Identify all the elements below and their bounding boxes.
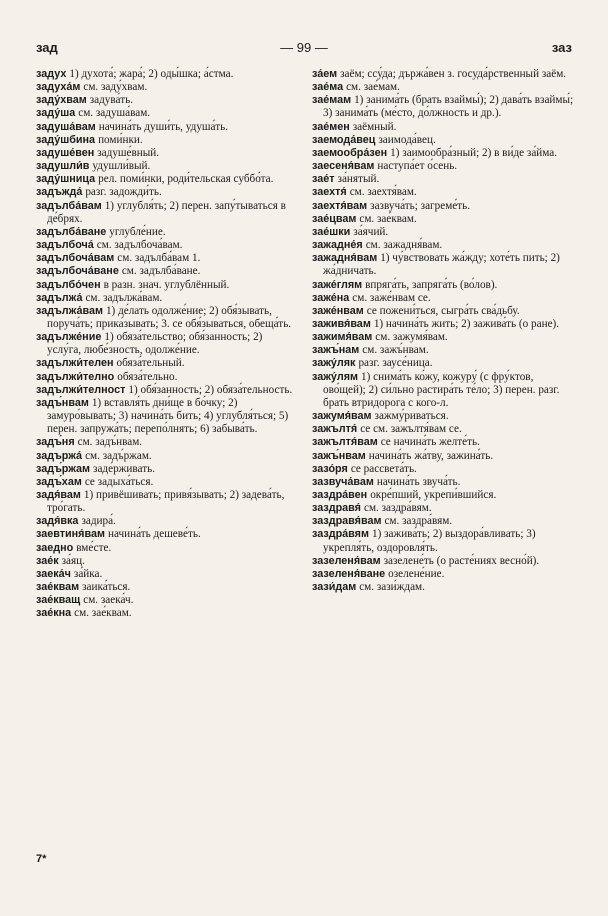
dictionary-entry — [36, 81, 294, 94]
entry-headword: заехтя́вам — [312, 199, 368, 212]
entry-definition: см. заека́ч. — [83, 594, 134, 607]
entry-definition: се задыха́ться. — [84, 475, 154, 488]
entry-headword: зае́квам — [36, 581, 80, 594]
dictionary-entry — [312, 331, 574, 344]
entry-definition: за́яц. — [61, 554, 85, 567]
dictionary-entry — [312, 68, 574, 81]
entry-definition: се рассвета́ть. — [350, 462, 417, 475]
header-right-word: заз — [551, 40, 572, 55]
entry-headword: заемода́вец — [312, 133, 376, 146]
dictionary-entry — [312, 357, 574, 370]
entry-definition: 1) вставля́ть дни́ще в бо́чку; 2) замуро́вывать; 3) начина́ть бить; 4) углубля́ться; 5) перен. запружа́ть; перепо́лнять; 6) забыва́ть. — [47, 396, 289, 436]
entry-headword: зажъ́нвам — [312, 449, 366, 462]
dictionary-entry — [36, 450, 294, 463]
entry-headword: зажадне́я — [312, 239, 363, 252]
entry-definition: за́йка. — [73, 567, 103, 580]
entry-headword: зае́к — [36, 554, 59, 567]
entry-definition: задира́. — [81, 515, 116, 528]
entry-definition: см. зае́квам. — [359, 212, 417, 225]
entry-headword: заду́хвам — [36, 94, 87, 107]
entry-headword: задуше́вен — [36, 146, 95, 159]
entry-headword: заека́ч — [36, 567, 71, 580]
dictionary-entry — [36, 397, 294, 436]
entry-definition: начина́ть звуча́ть. — [376, 475, 461, 488]
entry-definition: 1) заимообра́зный; 2) в ви́де за́йма. — [390, 146, 558, 159]
dictionary-entry — [36, 305, 294, 331]
entry-definition: 1) зажива́ть; 2) выздора́вливать; 3) укрепля́ть, оздоровля́ть. — [323, 528, 536, 554]
dictionary-entry — [36, 555, 294, 568]
entry-definition: см. зажумя́вам. — [375, 331, 448, 344]
entry-headword: задъ́ржам — [36, 462, 91, 475]
entry-definition: заёмный. — [352, 120, 397, 133]
running-head — [36, 40, 572, 60]
entry-definition: зазвуча́ть; загреме́ть. — [370, 199, 471, 212]
dictionary-entry — [36, 173, 294, 186]
entry-definition: задуше́вный. — [97, 146, 160, 159]
entry-headword: задълба́вам — [36, 199, 102, 212]
header-left-word: зад — [36, 40, 58, 55]
dictionary-entry — [36, 515, 294, 528]
entry-definition: заимода́вец. — [378, 133, 436, 146]
entry-definition: 1) обя́занность; 2) обяза́тельность. — [128, 383, 293, 396]
entry-headword: зае́мам — [312, 94, 352, 107]
entry-headword: задълбоча́ване — [36, 265, 119, 278]
entry-definition: удушли́вый. — [92, 160, 151, 173]
entry-definition: см. задълба́вам 1. — [117, 252, 201, 265]
dictionary-entry — [312, 463, 574, 476]
entry-headword: задуша́вам — [36, 120, 96, 133]
dictionary-entry — [36, 463, 294, 476]
entry-headword: задължа́ — [36, 291, 83, 304]
entry-headword: зажумя́вам — [312, 410, 372, 423]
entry-headword: заздравя́ — [312, 502, 361, 515]
entry-definition: 1) начина́ть жить; 2) зажива́ть (о ране). — [373, 317, 560, 330]
dictionary-entry — [36, 292, 294, 305]
entry-definition: 1) привёшивать; привя́зывать; 2) задева́ть, тро́гать. — [47, 489, 285, 515]
entry-headword: заздра́вям — [312, 528, 369, 541]
entry-definition: вме́сте. — [76, 541, 112, 554]
dictionary-entry — [36, 542, 294, 555]
dictionary-entry — [36, 489, 294, 515]
entry-definition: 1) чу́вствовать жа́жду; хоте́ть пить; 2) жа́дничать. — [323, 252, 560, 278]
entry-headword: задълба́ване — [36, 225, 107, 238]
dictionary-entry — [36, 147, 294, 160]
entry-headword: зажадня́вам — [312, 252, 378, 265]
entry-definition: впряга́ть, запряга́ть (во́лов). — [365, 278, 498, 291]
dictionary-entry — [312, 450, 574, 463]
entry-definition: в разн. знач. углублённый. — [103, 278, 230, 291]
entry-definition: см. зае́квам. — [74, 607, 132, 620]
entry-definition: разг. заусе́ница. — [358, 357, 433, 370]
dictionary-entry — [36, 160, 294, 173]
entry-headword: задух — [36, 68, 67, 80]
dictionary-entry — [312, 305, 574, 318]
dictionary-entry — [36, 331, 294, 357]
entry-headword: задълбоча́ — [36, 239, 94, 252]
entry-definition: зажму́риваться. — [374, 410, 449, 423]
dictionary-entry — [36, 121, 294, 134]
dictionary-entry — [36, 607, 294, 620]
dictionary-entry — [312, 186, 574, 199]
entry-definition: за́ячий. — [353, 225, 389, 238]
dictionary-entry — [312, 476, 574, 489]
entry-definition: окре́пший, укрепи́вшийся. — [370, 489, 497, 501]
entry-definition: заде́рживать. — [93, 462, 155, 475]
entry-headword: зае́кна — [36, 607, 72, 620]
entry-headword: задължи́телен — [36, 357, 114, 370]
dictionary-entry — [312, 410, 574, 423]
dictionary-entry — [312, 200, 574, 213]
entry-headword: заздра́вен — [312, 489, 368, 501]
entry-definition: начина́ть дешеве́ть. — [107, 528, 201, 541]
entry-definition: см. зажадня́вам. — [365, 239, 443, 252]
dictionary-entry — [36, 279, 294, 292]
entry-headword: зазо́ря — [312, 462, 348, 475]
dictionary-entry — [312, 239, 574, 252]
entry-headword: задя́вка — [36, 515, 79, 528]
entry-definition: см. задъ́нвам. — [77, 436, 143, 449]
dictionary-entry — [36, 357, 294, 370]
entry-headword: заду́шбина — [36, 133, 96, 146]
entry-headword: зажълтя́вам — [312, 436, 378, 449]
entry-definition: озелене́ние. — [388, 567, 445, 580]
entry-definition: 1) снима́ть ко́жу, кожуру́ (с фру́ктов, ово́щей); 2) си́льно растира́ть те́ло; 3) перен. разг. брать втридорога с кого-л. — [323, 370, 560, 409]
dictionary-entry — [36, 200, 294, 226]
entry-headword: заедно — [36, 541, 74, 554]
dictionary-entry — [312, 318, 574, 331]
entry-definition: 1) обяза́тельство; обя́занность; 2) услу́га, любе́зность, одолже́ние. — [47, 331, 263, 357]
entry-headword: задъжда́ — [36, 186, 83, 199]
entry-headword: задължи́телно — [36, 370, 115, 383]
entry-headword: заду́шница — [36, 173, 96, 186]
entry-headword: заду́ша — [36, 107, 76, 120]
dictionary-entry — [36, 94, 294, 107]
entry-definition: см. задълба́ване. — [121, 265, 201, 278]
entry-headword: зажимя́вам — [312, 331, 373, 344]
entry-definition: см. задължа́вам. — [85, 291, 163, 304]
entry-headword: зае́ма — [312, 81, 344, 94]
dictionary-entry — [312, 371, 574, 410]
entry-headword: зазвуча́вам — [312, 475, 374, 488]
entry-definition: рел. поми́нки, роди́тельская суббо́та. — [98, 173, 274, 186]
entry-definition: см. заже́нвам се. — [352, 291, 431, 304]
entry-headword: задя́вам — [36, 489, 81, 501]
dictionary-entry — [36, 134, 294, 147]
entry-headword: задържа́ — [36, 449, 83, 462]
entry-definition: се пожени́ться, сыгра́ть сва́дьбу. — [366, 304, 520, 317]
entry-definition: см. задълбоча́вам. — [96, 239, 183, 252]
right-column — [312, 68, 574, 594]
dictionary-entry — [312, 121, 574, 134]
dictionary-entry — [312, 147, 574, 160]
dictionary-entry — [36, 568, 294, 581]
entry-headword: зае́шки — [312, 225, 351, 238]
entry-definition: начина́ть души́ть, удуша́ть. — [98, 120, 229, 133]
entry-definition: 1) де́лать одолже́ние; 2) обя́зывать, поруча́ть; прика́зывать; 3. се обя́зываться, обеща́ть. — [47, 304, 292, 330]
entry-definition: обяза́тельно. — [117, 370, 178, 383]
entry-headword: заесеня́вам — [312, 160, 375, 173]
entry-headword: задълбоча́вам — [36, 252, 115, 265]
dictionary-entry — [36, 107, 294, 120]
entry-headword: заже́глям — [312, 278, 363, 291]
dictionary-entry — [312, 292, 574, 305]
entry-headword: задължи́телност — [36, 383, 126, 396]
dictionary-entry — [312, 94, 574, 120]
entry-headword: зазеленя́ване — [312, 567, 386, 580]
entry-headword: заздравя́вам — [312, 515, 382, 528]
entry-definition: наступа́ет о́сень. — [377, 160, 458, 173]
dictionary-entry — [36, 528, 294, 541]
entry-headword: зае́кващ — [36, 594, 81, 607]
entry-definition: за́нятый. — [337, 173, 380, 186]
entry-definition: см. заздра́вям. — [363, 502, 432, 515]
dictionary-entry — [312, 515, 574, 528]
entry-definition: разг. задожди́ть. — [85, 186, 162, 199]
entry-headword: заживя́вам — [312, 317, 371, 330]
dictionary-entry — [312, 344, 574, 357]
left-column — [36, 68, 294, 621]
entry-headword: зажъ́нам — [312, 344, 360, 357]
dictionary-entry — [312, 528, 574, 554]
dictionary-entry — [36, 436, 294, 449]
entry-headword: зае́мен — [312, 120, 350, 133]
entry-headword: зае́т — [312, 173, 335, 186]
dictionary-entry — [312, 173, 574, 186]
dictionary-entry — [36, 186, 294, 199]
dictionary-entry — [312, 581, 574, 594]
entry-definition: см. заздра́вям. — [384, 515, 453, 528]
dictionary-entry — [312, 423, 574, 436]
entry-definition: поми́нки. — [98, 133, 143, 146]
dictionary-entry — [36, 226, 294, 239]
entry-definition: см. зази́ждам. — [359, 581, 425, 594]
dictionary-entry — [36, 265, 294, 278]
dictionary-entry — [312, 555, 574, 568]
entry-definition: 1) углубля́ть; 2) перен. запу́тываться в де́брях. — [47, 199, 286, 225]
dictionary-entry — [312, 81, 574, 94]
entry-headword: за́ем — [312, 68, 338, 80]
entry-definition: обяза́тельный. — [116, 357, 185, 370]
entry-definition: заём; ссу́да; държа́вен з. госуда́рственный заём. — [340, 68, 567, 80]
entry-headword: зазеленя́вам — [312, 554, 381, 567]
entry-headword: задъ́хам — [36, 475, 82, 488]
entry-definition: см. заду́хвам. — [83, 81, 148, 94]
entry-headword: зае́цвам — [312, 212, 357, 225]
dictionary-entry — [312, 279, 574, 292]
dictionary-entry — [312, 436, 574, 449]
entry-definition: см. зажъ́нвам. — [362, 344, 429, 357]
dictionary-entry — [36, 252, 294, 265]
entry-definition: см. задуша́вам. — [78, 107, 151, 120]
entry-definition: се см. зажълтя́вам се. — [360, 423, 462, 436]
dictionary-entry — [36, 581, 294, 594]
entry-definition: 1) занима́ть (брать взаймы́); 2) дава́ть взаймы́; 3) занима́ть (ме́сто, до́лжность и др.). — [323, 94, 574, 120]
dictionary-entry — [312, 252, 574, 278]
entry-definition: углубле́ние. — [109, 225, 166, 238]
dictionary-entry — [36, 239, 294, 252]
entry-definition: зазелене́ть (о расте́ниях весно́й). — [383, 554, 540, 567]
dictionary-entry — [36, 594, 294, 607]
entry-headword: заже́нвам — [312, 304, 364, 317]
entry-headword: зажу́ляк — [312, 357, 356, 370]
entry-definition: см. заехтя́вам. — [349, 186, 417, 199]
page-number: — 99 — — [280, 40, 328, 55]
dictionary-entry — [36, 476, 294, 489]
entry-definition: заика́ться. — [82, 581, 131, 594]
entry-headword: зажълтя́ — [312, 423, 358, 436]
signature-mark: 7* — [36, 853, 47, 865]
entry-headword: задъ́ня — [36, 436, 75, 449]
entry-headword: задушли́в — [36, 160, 90, 173]
entry-headword: заехтя́ — [312, 186, 347, 199]
entry-headword: зажу́лям — [312, 370, 359, 383]
dictionary-entry — [312, 502, 574, 515]
dictionary-entry — [312, 568, 574, 581]
entry-definition: се начина́ть желте́ть. — [380, 436, 480, 449]
dictionary-entry — [36, 371, 294, 384]
entry-definition: см. задъ́ржам. — [85, 449, 152, 462]
entry-definition: 1) духота́; жара́; 2) оды́шка; а́стма. — [69, 68, 234, 80]
dictionary-entry — [36, 384, 294, 397]
entry-definition: задува́ть. — [89, 94, 133, 107]
dictionary-entry — [312, 226, 574, 239]
dictionary-entry — [312, 213, 574, 226]
entry-headword: заже́на — [312, 291, 350, 304]
entry-headword: задължа́вам — [36, 304, 103, 317]
entry-headword: задъ́нвам — [36, 396, 89, 409]
entry-definition: начина́ть жа́тву, зажина́ть. — [368, 449, 494, 462]
entry-headword: задълбо́чен — [36, 278, 101, 291]
dictionary-entry — [36, 68, 294, 81]
dictionary-entry — [312, 160, 574, 173]
entry-headword: заевтиня́вам — [36, 528, 105, 541]
entry-headword: заемообра́зен — [312, 146, 388, 159]
dictionary-entry — [312, 134, 574, 147]
entry-headword: зази́дам — [312, 581, 357, 594]
entry-headword: задълже́ние — [36, 331, 102, 344]
entry-definition: см. зае́мам. — [346, 81, 400, 94]
dictionary-entry — [312, 489, 574, 502]
entry-headword: задуха́м — [36, 81, 81, 94]
